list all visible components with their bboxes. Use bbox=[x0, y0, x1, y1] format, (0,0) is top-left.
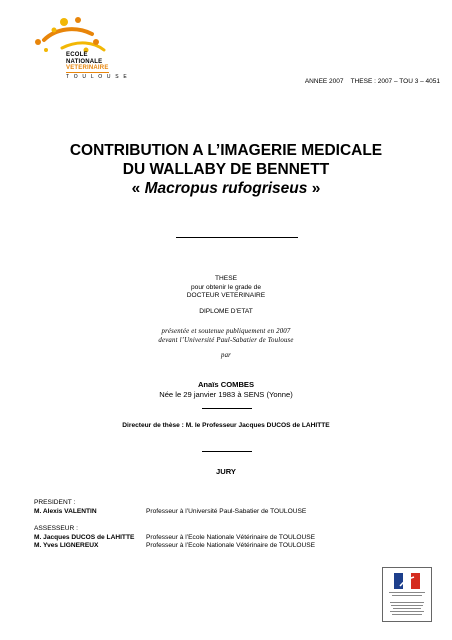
thesis-year: ANNEE 2007 bbox=[304, 78, 344, 85]
thesis-reference bbox=[250, 78, 440, 85]
title-line-2: DU WALLABY DE BENNETT bbox=[122, 161, 330, 178]
degree-block bbox=[0, 275, 452, 301]
emblem-text-line bbox=[390, 602, 424, 603]
logo-text bbox=[66, 52, 128, 80]
president-label: PRESIDENT : bbox=[34, 499, 76, 506]
member-name: M. Alexis VALENTIN bbox=[34, 507, 97, 515]
member-name: M. Yves LIGNEREUX bbox=[34, 542, 99, 550]
french-flag-icon bbox=[394, 573, 420, 589]
logo-dot-icon bbox=[52, 28, 57, 33]
thesis-director: Directeur de thèse : M. le Professeur Jacques DUCOS de LAHITTE bbox=[122, 422, 330, 429]
logo-dot-icon bbox=[93, 39, 99, 45]
diplome-text: DIPLOME D’ETAT bbox=[199, 308, 253, 315]
emblem-text-line bbox=[392, 614, 422, 615]
thesis-number: THESE : 2007 – TOU 3 – 4051 bbox=[350, 78, 440, 85]
assesseur-label: ASSESSEUR : bbox=[34, 525, 78, 532]
member-name: M. Jacques DUCOS de LAHITTE bbox=[34, 533, 135, 541]
author-block bbox=[0, 380, 452, 400]
devant-text: devant l’Université Paul-Sabatier de Toulouse bbox=[158, 337, 294, 344]
jury-heading: JURY bbox=[216, 467, 236, 476]
jury-assesseurs bbox=[34, 525, 315, 551]
member-title: Professeur à l’Ecole Nationale Vétérinaire de TOULOUSE bbox=[146, 542, 316, 550]
emblem-text-line bbox=[389, 592, 425, 593]
logo-dot-icon bbox=[60, 18, 68, 26]
thesis-title bbox=[0, 141, 452, 198]
member-title: Professeur à l’Université Paul-Sabatier de TOULOUSE bbox=[146, 507, 307, 515]
par-text: par bbox=[220, 352, 232, 359]
these-label: THESE bbox=[215, 275, 237, 282]
author-birth: Née le 29 janvier 1983 à SENS (Yonne) bbox=[159, 390, 293, 399]
docteur-text: DOCTEUR VETERINAIRE bbox=[186, 292, 266, 300]
ministry-emblem bbox=[382, 567, 432, 622]
jury-member bbox=[34, 508, 306, 517]
presentee-text: présentée et soutenue publiquement en 2007 bbox=[161, 328, 291, 335]
title-line-1: CONTRIBUTION A L’IMAGERIE MEDICALE bbox=[69, 142, 383, 159]
logo-dot-icon bbox=[75, 17, 81, 23]
title-line-3 bbox=[0, 179, 452, 198]
logo-line: T O U L O U S E bbox=[66, 73, 129, 80]
logo-line: NATIONALE bbox=[66, 58, 103, 65]
jury-member bbox=[34, 534, 315, 543]
logo-line: VETERINAIRE bbox=[66, 65, 109, 72]
divider bbox=[202, 408, 252, 409]
author-name: Anaïs COMBES bbox=[197, 380, 255, 389]
logo-dot-icon bbox=[35, 39, 41, 45]
member-title: Professeur à l’Ecole Nationale Vétérinaire de TOULOUSE bbox=[146, 533, 316, 541]
logo-line: ECOLE bbox=[66, 52, 88, 58]
emblem-text-line bbox=[393, 608, 421, 609]
presentation-block bbox=[0, 327, 452, 345]
species-name: Macropus rufogriseus bbox=[144, 180, 308, 197]
logo-swoosh-icon bbox=[44, 29, 92, 40]
jury-member bbox=[34, 542, 315, 551]
divider bbox=[176, 237, 298, 238]
divider bbox=[202, 451, 252, 452]
emblem-text-line bbox=[392, 595, 422, 596]
emblem-text-line bbox=[390, 611, 424, 612]
title-quote-close: » bbox=[307, 180, 321, 197]
jury-president bbox=[34, 499, 306, 516]
title-quote-open: « bbox=[131, 180, 145, 197]
emblem-text-line bbox=[391, 605, 423, 606]
logo-dot-icon bbox=[44, 48, 48, 52]
pour-text: pour obtenir le grade de bbox=[190, 283, 262, 291]
